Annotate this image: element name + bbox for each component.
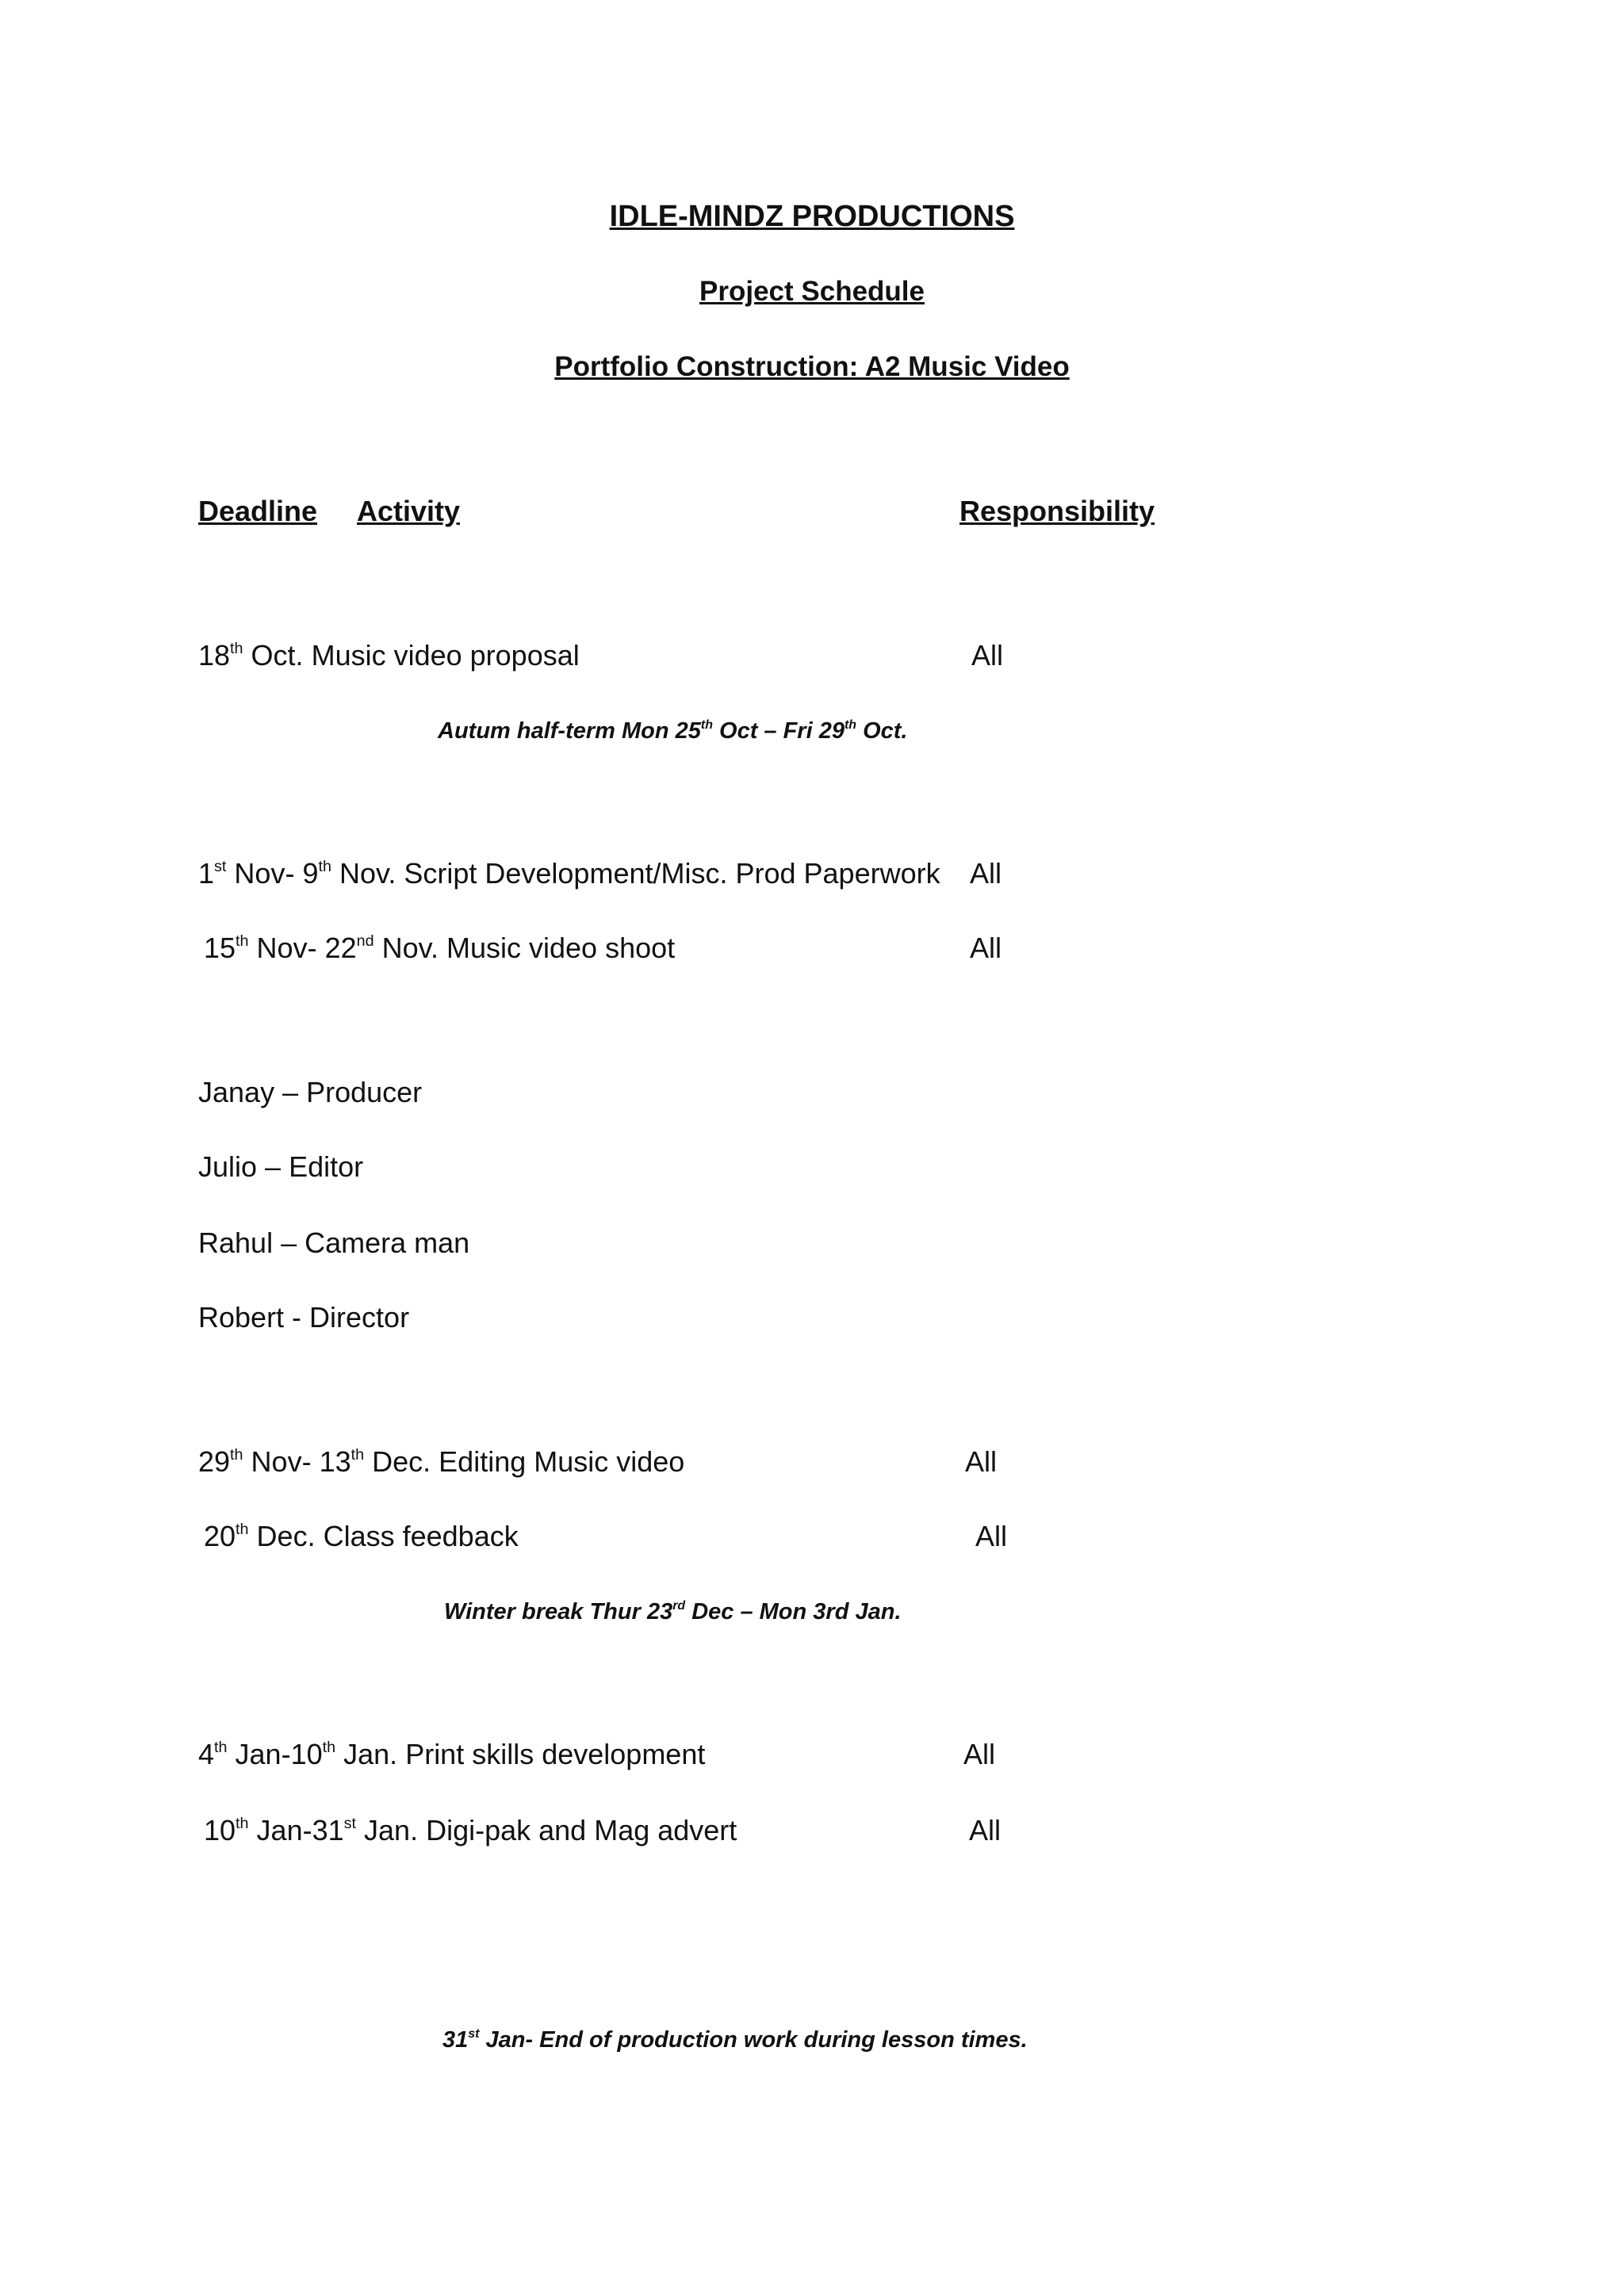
schedule-row [204,1814,737,1847]
deadline-text: 15th Nov- 22nd Nov. [204,932,439,964]
document-title: Project Schedule [699,276,925,307]
schedule-row [204,1520,519,1553]
schedule-row [198,639,580,672]
deadline-column-header: Deadline [198,495,318,527]
activity-text: Digi-pak and Mag advert [426,1814,737,1846]
schedule-row [198,1738,705,1771]
end-of-production-note: 31st Jan- End of production work during lesson times. [442,2027,1028,2053]
deadline-text: 18th Oct. [198,639,304,672]
activity-text: Script Development/Misc. Prod Paperwork [404,857,940,890]
responsibility-text: All [965,1445,998,1478]
schedule-row [198,1445,684,1479]
activity-text: Print skills development [405,1738,706,1770]
deadline-text: 10th Jan-31st Jan. [204,1814,419,1846]
deadline-text: 4th Jan-10th Jan. [198,1738,398,1770]
responsibility-text: All [971,639,1004,672]
deadline-text: 20th Dec. [204,1520,316,1552]
deadline-text: 29th Nov- 13th Dec. [198,1445,431,1478]
company-title: IDLE-MINDZ PRODUCTIONS [609,200,1015,233]
schedule-row [198,857,940,890]
project-title: Portfolio Construction: A2 Music Video [554,351,1070,382]
responsibility-text: All [975,1520,1008,1552]
winter-break-note: Winter break Thur 23rd Dec – Mon 3rd Jan. [444,1599,902,1624]
crew-member: Janay – Producer [198,1076,423,1108]
activity-column-header: Activity [357,495,461,527]
activity-text: Editing Music video [439,1445,685,1478]
responsibility-text: All [969,1814,1002,1846]
responsibility-text: All [963,1738,996,1770]
responsibility-text: All [970,932,1002,964]
activity-text: Music video proposal [311,639,580,672]
crew-member: Rahul – Camera man [198,1226,470,1259]
crew-member: Julio – Editor [198,1150,364,1183]
responsibility-text: All [970,857,1002,890]
crew-member: Robert - Director [198,1301,410,1334]
responsibility-column-header: Responsibility [959,495,1155,527]
schedule-row [204,932,675,965]
halfterm-note: Autum half-term Mon 25th Oct – Fri 29th Oct. [438,718,908,744]
deadline-text: 1st Nov- 9th Nov. [198,857,396,890]
activity-text: Class feedback [323,1520,519,1552]
activity-text: Music video shoot [446,932,676,964]
